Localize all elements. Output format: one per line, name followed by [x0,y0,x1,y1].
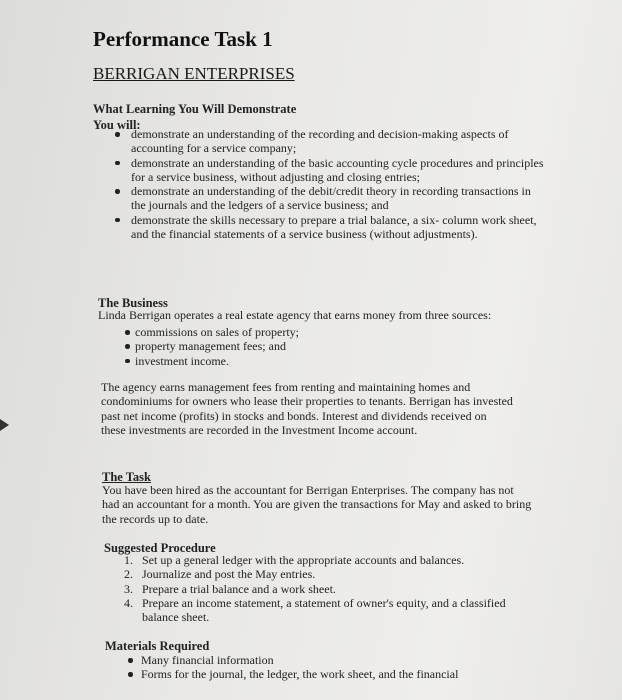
list-item: demonstrate an understanding of the debit/credit theory in recording transactions in the journals and the ledgers of a service business; and [96,184,546,213]
list-item [104,596,544,625]
item-number: 1. [124,553,133,567]
business-list [108,325,508,368]
procedure-list [104,553,544,624]
list-item: demonstrate an understanding of the recording and decision-making aspects of accounting for a service company; [96,127,546,156]
list-item: Many financial information [107,653,547,667]
item-text: Prepare a trial balance and a work sheet. [142,581,336,596]
list-item [104,553,544,567]
learning-heading: What Learning You Will Demonstrate [93,102,297,116]
item-number: 3. [124,581,133,596]
learning-list [96,127,546,241]
list-item: Forms for the journal, the ledger, the work sheet, and the financial [107,667,547,681]
materials-list [107,653,547,682]
business-heading: The Business [98,296,168,310]
list-item: commissions on sales of property; [108,325,508,339]
materials-heading: Materials Required [105,639,210,653]
pointer-arrow-icon [0,419,9,431]
item-text: Set up a general ledger with the appropriate accounts and balances. [142,553,465,567]
list-item [104,582,544,596]
list-item: demonstrate the skills necessary to prepare a trial balance, a six- column work sheet, and the financial statements of a service business (without adjustments). [96,213,546,242]
item-text: Prepare an income statement, a statement of owner's equity, and a classified balance sheet. [142,595,506,625]
list-item: demonstrate an understanding of the basic accounting cycle procedures and principles for a service business, without adjusting and closing entries; [96,156,546,185]
item-number: 2. [124,567,133,582]
learning-intro: You will: [93,118,141,132]
list-item [104,567,544,581]
business-paragraph: The agency earns management fees from renting and maintaining homes and condominiums for owners who lease their properties to tenants. Berrigan has invested past net income (profits) in stocks and bonds. Interest and dividends received on these investments are recorded in the Investment Income account. [101,380,513,437]
page-title: Performance Task 1 [93,27,273,51]
item-text: Journalize and post the May entries. [142,567,316,582]
item-number: 4. [124,595,133,610]
procedure-heading: Suggested Procedure [104,541,216,555]
task-heading: The Task [102,470,151,484]
business-intro: Linda Berrigan operates a real estate agency that earns money from three sources: [98,308,492,322]
list-item: investment income. [108,354,508,368]
company-name: BERRIGAN ENTERPRISES [93,64,295,83]
list-item: property management fees; and [108,339,508,353]
task-paragraph: You have been hired as the accountant for Berrigan Enterprises. The company has not had an accountant for a month. You are given the transactions for May and asked to bring the records up to date. [102,483,532,526]
